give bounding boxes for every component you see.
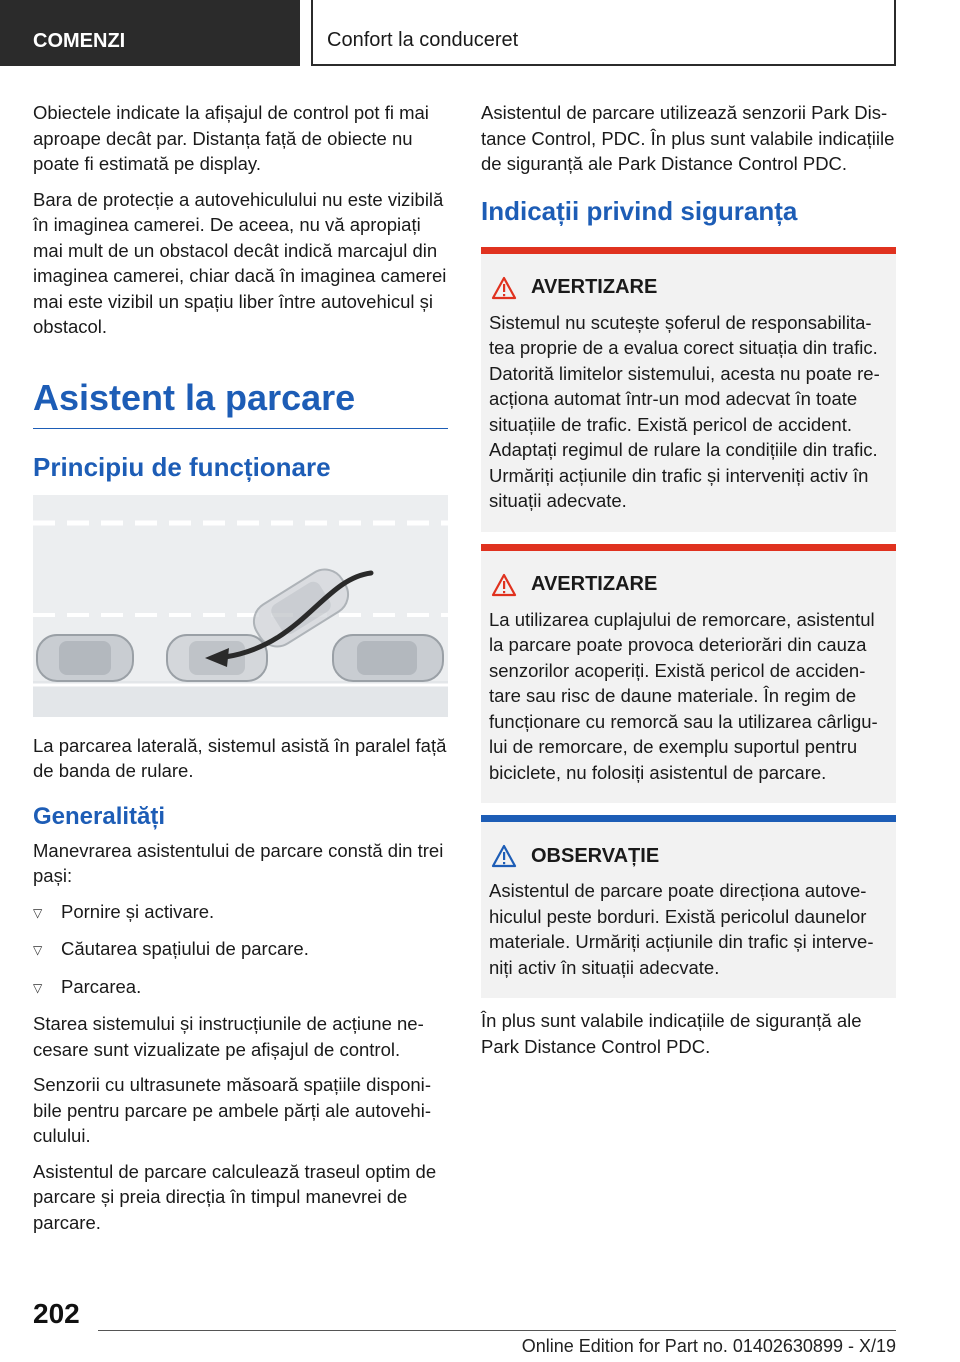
triangle-bullet-icon: ▽ (33, 980, 43, 995)
warning-text: La utilizarea cuplajului de remorcare, asistentul la parcare poate provoca deteriorări din cauza senzorilor acoperiți. Există pericol de accidentare sau risc de daune materiale. În regim de funcționare cu remorcă sau la utilizarea cârligului de remorcare, de exemplu suportul pentru biciclete, nu folosiți asistentul de parcare. (489, 608, 878, 783)
warning-title: AVERTIZARE (531, 276, 658, 298)
warning-triangle-icon (491, 573, 517, 597)
list-item (33, 899, 448, 927)
note-text: Asistentul de parcare poate direcționa autovehiculul peste borduri. Există pericolul daunelor materiale. Urmăriți acțiunile din trafic și interveniți activ în situații adecvate. (489, 880, 874, 978)
section-tab (0, 0, 300, 66)
chapter-tab (311, 0, 896, 66)
section-heading: Asistent la parcare (33, 376, 448, 429)
right-column (481, 100, 896, 1069)
step-label: Parcarea. (61, 975, 142, 997)
intro-paragraph-1: Obiectele indicate la afișajul de control pot fi mai aproape decât par. Distanța față de obiecte nu poate fi estimată pe display. (33, 102, 429, 174)
pdc-paragraph: Asistentul de parcare utilizează senzorii Park Distance Control, PDC. În plus sunt valabile indicațiile de siguranță ale Park Distance Control PDC. (481, 102, 895, 174)
parking-illustration (33, 495, 448, 717)
footer-edition: Online Edition for Part no. 01402630899 - X/19 (521, 1336, 896, 1356)
principle-heading: Principiu de funcționare (33, 451, 331, 482)
note-box (481, 815, 896, 998)
parked-car-rear (37, 635, 133, 681)
footer-divider (98, 1330, 896, 1331)
triangle-bullet-icon: ▽ (33, 943, 43, 957)
general-heading: Generalități (33, 802, 166, 830)
note-triangle-icon (491, 844, 517, 868)
illustration-caption: La parcarea laterală, sistemul asistă în paralel față de banda de rulare. (33, 734, 447, 781)
steps-list (33, 899, 448, 1002)
step-label: Pornire și activare. (61, 900, 215, 922)
page-number: 202 (33, 1298, 80, 1329)
warning-title: AVERTIZARE (531, 573, 658, 595)
intro-paragraph-2: Bara de protecție a autovehiculului nu este vizibilă în imaginea camerei. De aceea, nu vă apropiați mai mult de un obstacol decât indică marcajul din imaginea camerei, chiar dacă în imaginea camerei mai este vizibil un spațiu liber între autovehicul și obstacol. (33, 188, 447, 337)
trajectory-paragraph: Asistentul de parcare calculează traseul optim de parcare și preia direcția în timpul manevrei de parcare. (33, 1160, 437, 1233)
left-column (33, 100, 448, 1245)
safety-heading: Indicații privind siguranța (481, 195, 798, 226)
warning-box-1 (481, 247, 896, 532)
parked-car-front (333, 635, 443, 681)
warning-box-2 (481, 544, 896, 804)
general-paragraph: Manevrarea asistentului de parcare constă din trei pași: (33, 839, 444, 886)
final-paragraph: În plus sunt valabile indicațiile de siguranță ale Park Distance Control PDC. (481, 1010, 862, 1057)
warning-text: Sistemul nu scutește șoferul de responsabilitatea proprie de a evalua corect situația din trafic. Datorită limitelor sistemului, acesta nu poate reacționa automat într-un mod adecvat în toate situațiile de trafic. Există pericol de accident. Adaptați regimul de rulare la condițiile din trafic. Urmăriți acțiunile din trafic și interveniți activ în situații adecvate. (489, 311, 880, 511)
list-item (33, 974, 448, 1002)
note-title: OBSERVAȚIE (531, 844, 660, 867)
step-label: Căutarea spațiului de parcare. (61, 938, 309, 959)
sensors-paragraph: Senzorii cu ultrasunete măsoară spațiile disponibile pentru parcare pe ambele părți ale autovehiculului. (33, 1074, 432, 1146)
triangle-bullet-icon: ▽ (33, 905, 43, 920)
list-item (33, 936, 448, 964)
chapter-title: Confort la conduceret (327, 29, 519, 51)
warning-triangle-icon (491, 276, 517, 300)
section-title: COMENZI (33, 30, 126, 52)
status-paragraph: Starea sistemului și instrucțiunile de acțiune necesare sunt vizualizate pe afișajul de control. (33, 1013, 424, 1060)
